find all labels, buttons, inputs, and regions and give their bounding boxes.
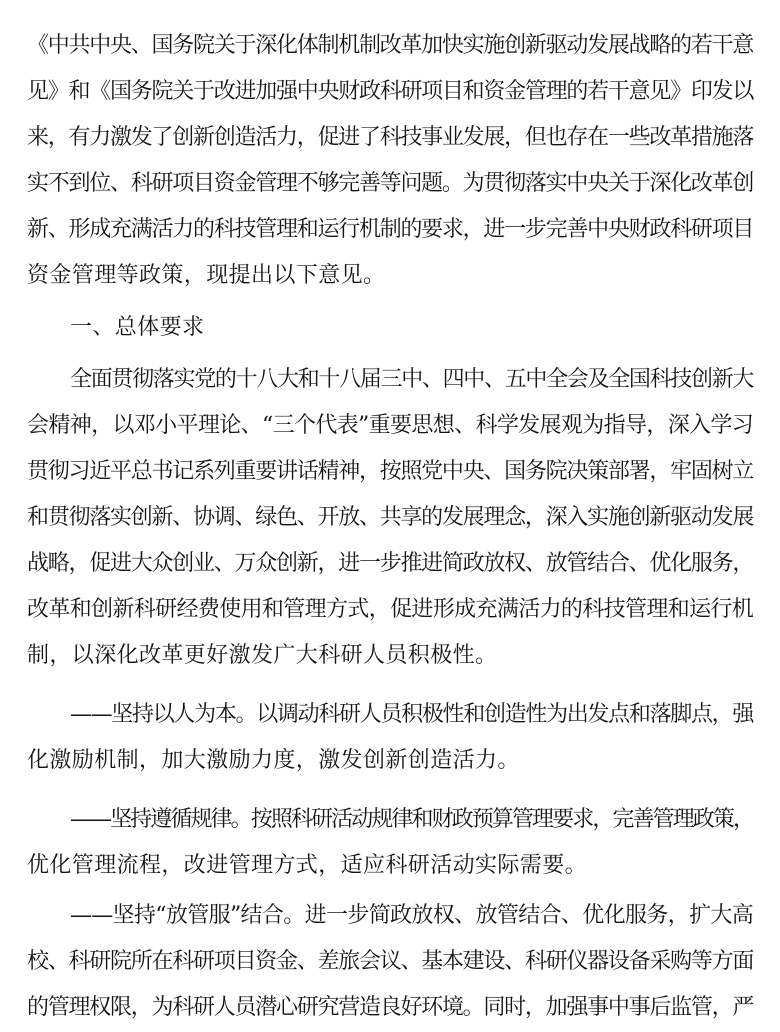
text-line: ——坚持遵循规律。按照科研活动规律和财政预算管理要求，完善管理政策， bbox=[70, 807, 753, 832]
text-line: 化激励机制，加大激励力度，激发创新创造活力。 bbox=[27, 748, 520, 773]
text-line: 制，以深化改革更好激发广大科研人员积极性。 bbox=[27, 643, 498, 668]
text-line: 会精神，以邓小平理论、“三个代表”重要思想、科学发展观为指导，深入学习 bbox=[27, 413, 753, 438]
text-line: ——坚持“放管服”结合。进一步简政放权、放管结合、优化服务，扩大高 bbox=[70, 903, 753, 928]
text-line: 和贯彻落实创新、协调、绿色、开放、共享的发展理念，深入实施创新驱动发展 bbox=[27, 505, 753, 530]
section-heading: 一、总体要求 bbox=[70, 315, 205, 340]
text-line: 实不到位、科研项目资金管理不够完善等问题。为贯彻落实中央关于深化改革创 bbox=[27, 171, 753, 196]
text-line: 资金管理等政策，现提出以下意见。 bbox=[27, 263, 386, 288]
text-line: 的管理权限，为科研人员潜心研究营造良好环境。同时，加强事中事后监管，严 bbox=[27, 995, 753, 1020]
text-line: 来，有力激发了创新创造活力，促进了科技事业发展，但也存在一些改革措施落 bbox=[27, 125, 753, 150]
text-line: 优化管理流程，改进管理方式，适应科研活动实际需要。 bbox=[27, 853, 588, 878]
text-line: 校、科研院所在科研项目资金、差旅会议、基本建设、科研仪器设备采购等方面 bbox=[27, 949, 753, 974]
text-line: 改革和创新科研经费使用和管理方式，促进形成充满活力的科技管理和运行机 bbox=[27, 597, 753, 622]
text-line: ——坚持以人为本。以调动科研人员积极性和创造性为出发点和落脚点，强 bbox=[70, 702, 753, 727]
text-line: 战略，促进大众创业、万众创新，进一步推进简政放权、放管结合、优化服务， bbox=[27, 551, 753, 576]
text-line: 全面贯彻落实党的十八大和十八届三中、四中、五中全会及全国科技创新大 bbox=[70, 367, 753, 392]
text-line: 见》和《国务院关于改进加强中央财政科研项目和资金管理的若干意见》印发以 bbox=[27, 79, 753, 104]
text-line: 贯彻习近平总书记系列重要讲话精神，按照党中央、国务院决策部署，牢固树立 bbox=[27, 459, 753, 484]
text-line: 新、形成充满活力的科技管理和运行机制的要求，进一步完善中央财政科研项目 bbox=[27, 217, 753, 242]
text-line: 《中共中央、国务院关于深化体制机制改革加快实施创新驱动发展战略的若干意 bbox=[27, 33, 753, 58]
